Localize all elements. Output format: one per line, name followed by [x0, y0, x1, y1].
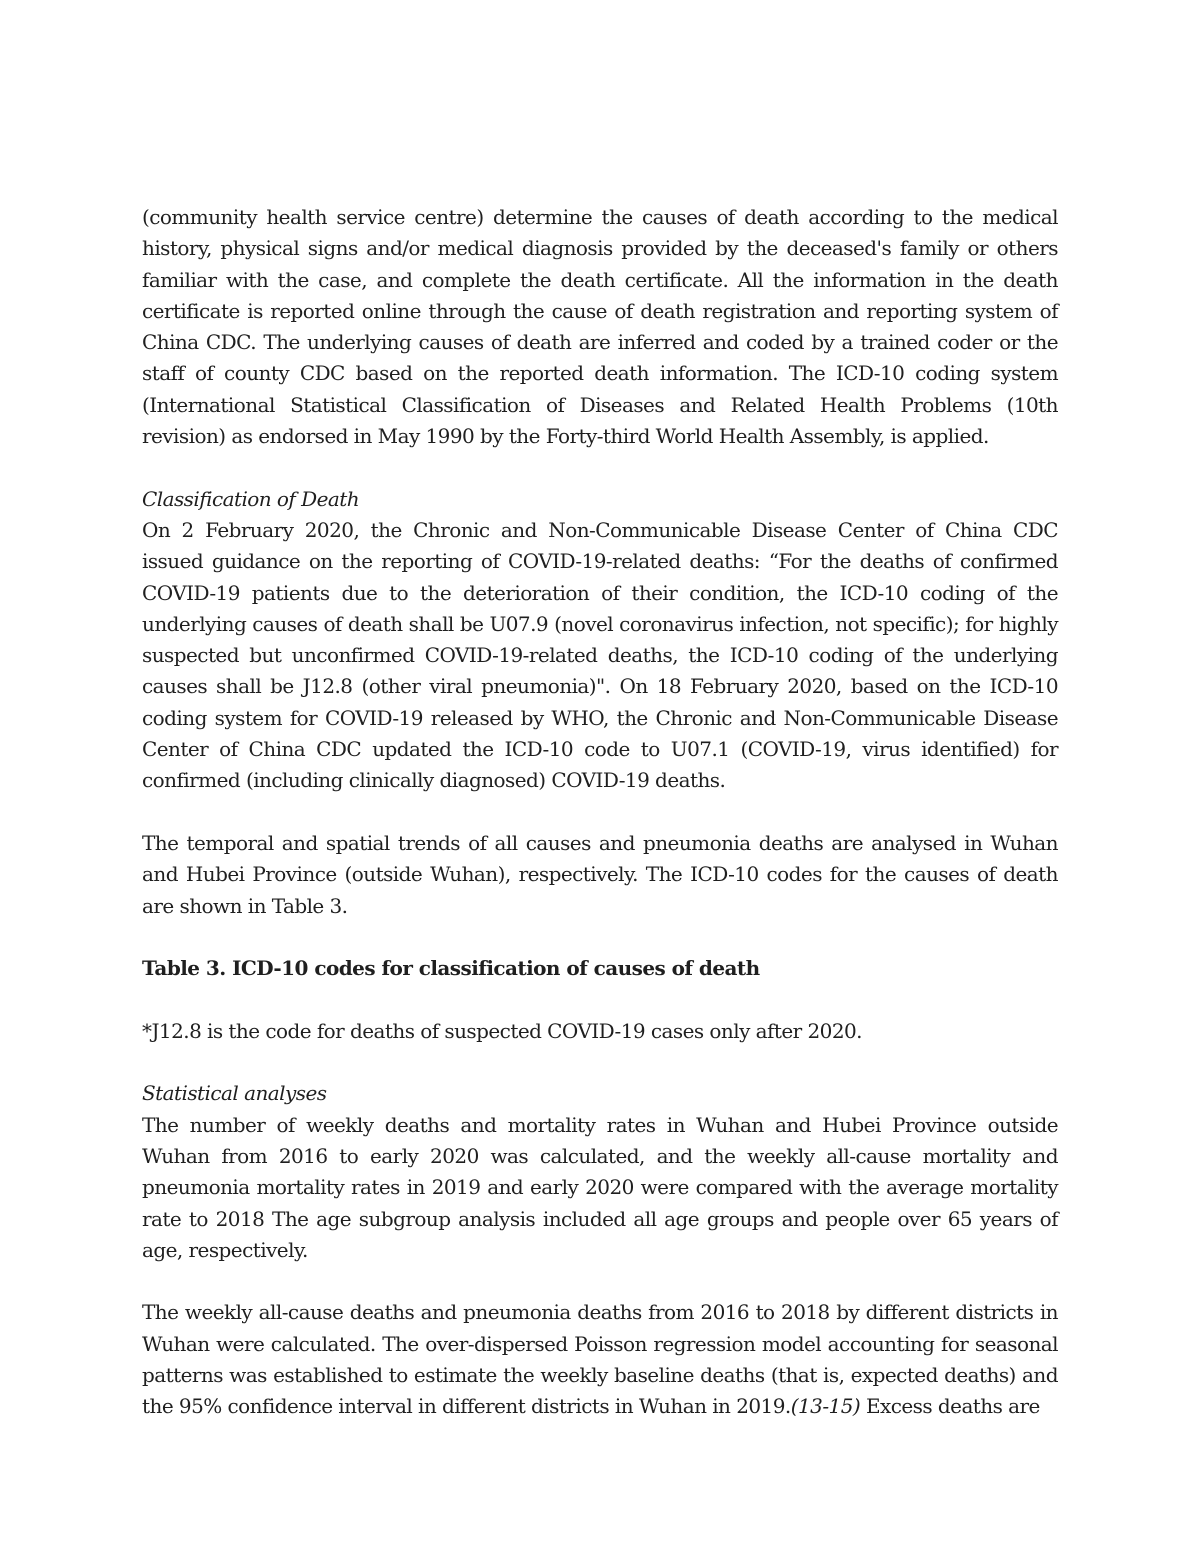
section-heading-classification: Classification of Death — [142, 486, 360, 511]
paragraph-death-certificate: (community health service centre) determine the causes of death according to the medical history, physical signs and/or medical diagnosis provided by the deceased's family or others familiar with the case, and complete the death certificate. All the information in the death certificate is reported online through the cause of death registration and reporting system of China CDC. The underlying causes of death are inferred and coded by a trained coder or the staff of county CDC based on the reported death information. The ICD-10 coding system (International Statistical Classification of Diseases and Related Health Problems (10th revision) as endorsed in May 1990 by the Forty-third World Health Assembly, is applied. — [142, 205, 1058, 449]
table-caption: Table 3. ICD-10 codes for classification of causes of death — [142, 956, 760, 981]
document-body — [142, 202, 1058, 1423]
table-note: *J12.8 is the code for deaths of suspected COVID-19 cases only after 2020. — [142, 1018, 862, 1043]
paragraph-gap — [142, 452, 1058, 483]
section-heading-statistical-analyses: Statistical analyses — [142, 1081, 327, 1106]
paragraph-gap — [142, 922, 1058, 953]
paragraph-excess-deaths-tail: Excess deaths are — [860, 1394, 1040, 1419]
paragraph-statistical-analyses: The number of weekly deaths and mortality rates in Wuhan and Hubei Province outside Wuhan from 2016 to early 2020 was calculated, and the weekly all-cause mortality and pneumonia mortality rates in 2019 and early 2020 were compared with the average mortality rate to 2018 The age subgroup analysis included all age groups and people over 65 years of age, respectively. — [142, 1112, 1058, 1262]
citation-reference: (13-15) — [790, 1394, 861, 1419]
paragraph-trends: The temporal and spatial trends of all causes and pneumonia deaths are analysed in Wuhan and Hubei Province (outside Wuhan), respectively. The ICD-10 codes for the causes of death are shown in Table 3. — [142, 830, 1058, 918]
paragraph-gap — [142, 1266, 1058, 1297]
paragraph-excess-deaths — [142, 1297, 1058, 1422]
paragraph-gap — [142, 1047, 1058, 1078]
paragraph-gap — [142, 984, 1058, 1015]
paragraph-gap — [142, 797, 1058, 828]
paragraph-excess-deaths-text: The weekly all-cause deaths and pneumonia deaths from 2016 to 2018 by different districts in Wuhan were calculated. The over-dispersed Poisson regression model accounting for seasonal patterns was established to estimate the weekly baseline deaths (that is, expected deaths) and the 95% confidence interval in different districts in Wuhan in 2019. — [142, 1300, 1058, 1419]
paragraph-classification: On 2 February 2020, the Chronic and Non-Communicable Disease Center of China CDC issued guidance on the reporting of COVID-19-related deaths: “For the deaths of confirmed COVID-19 patients due to the deterioration of their condition, the ICD-10 coding of the underlying causes of death shall be U07.9 (novel coronavirus infection, not specific); for highly suspected but unconfirmed COVID-19-related deaths, the ICD-10 coding of the underlying causes shall be J12.8 (other viral pneumonia)". On 18 February 2020, based on the ICD-10 coding system for COVID-19 released by WHO, the Chronic and Non-Communicable Disease Center of China CDC updated the ICD-10 code to U07.1 (COVID-19, virus identified) for confirmed (including clinically diagnosed) COVID-19 deaths. — [142, 517, 1058, 793]
